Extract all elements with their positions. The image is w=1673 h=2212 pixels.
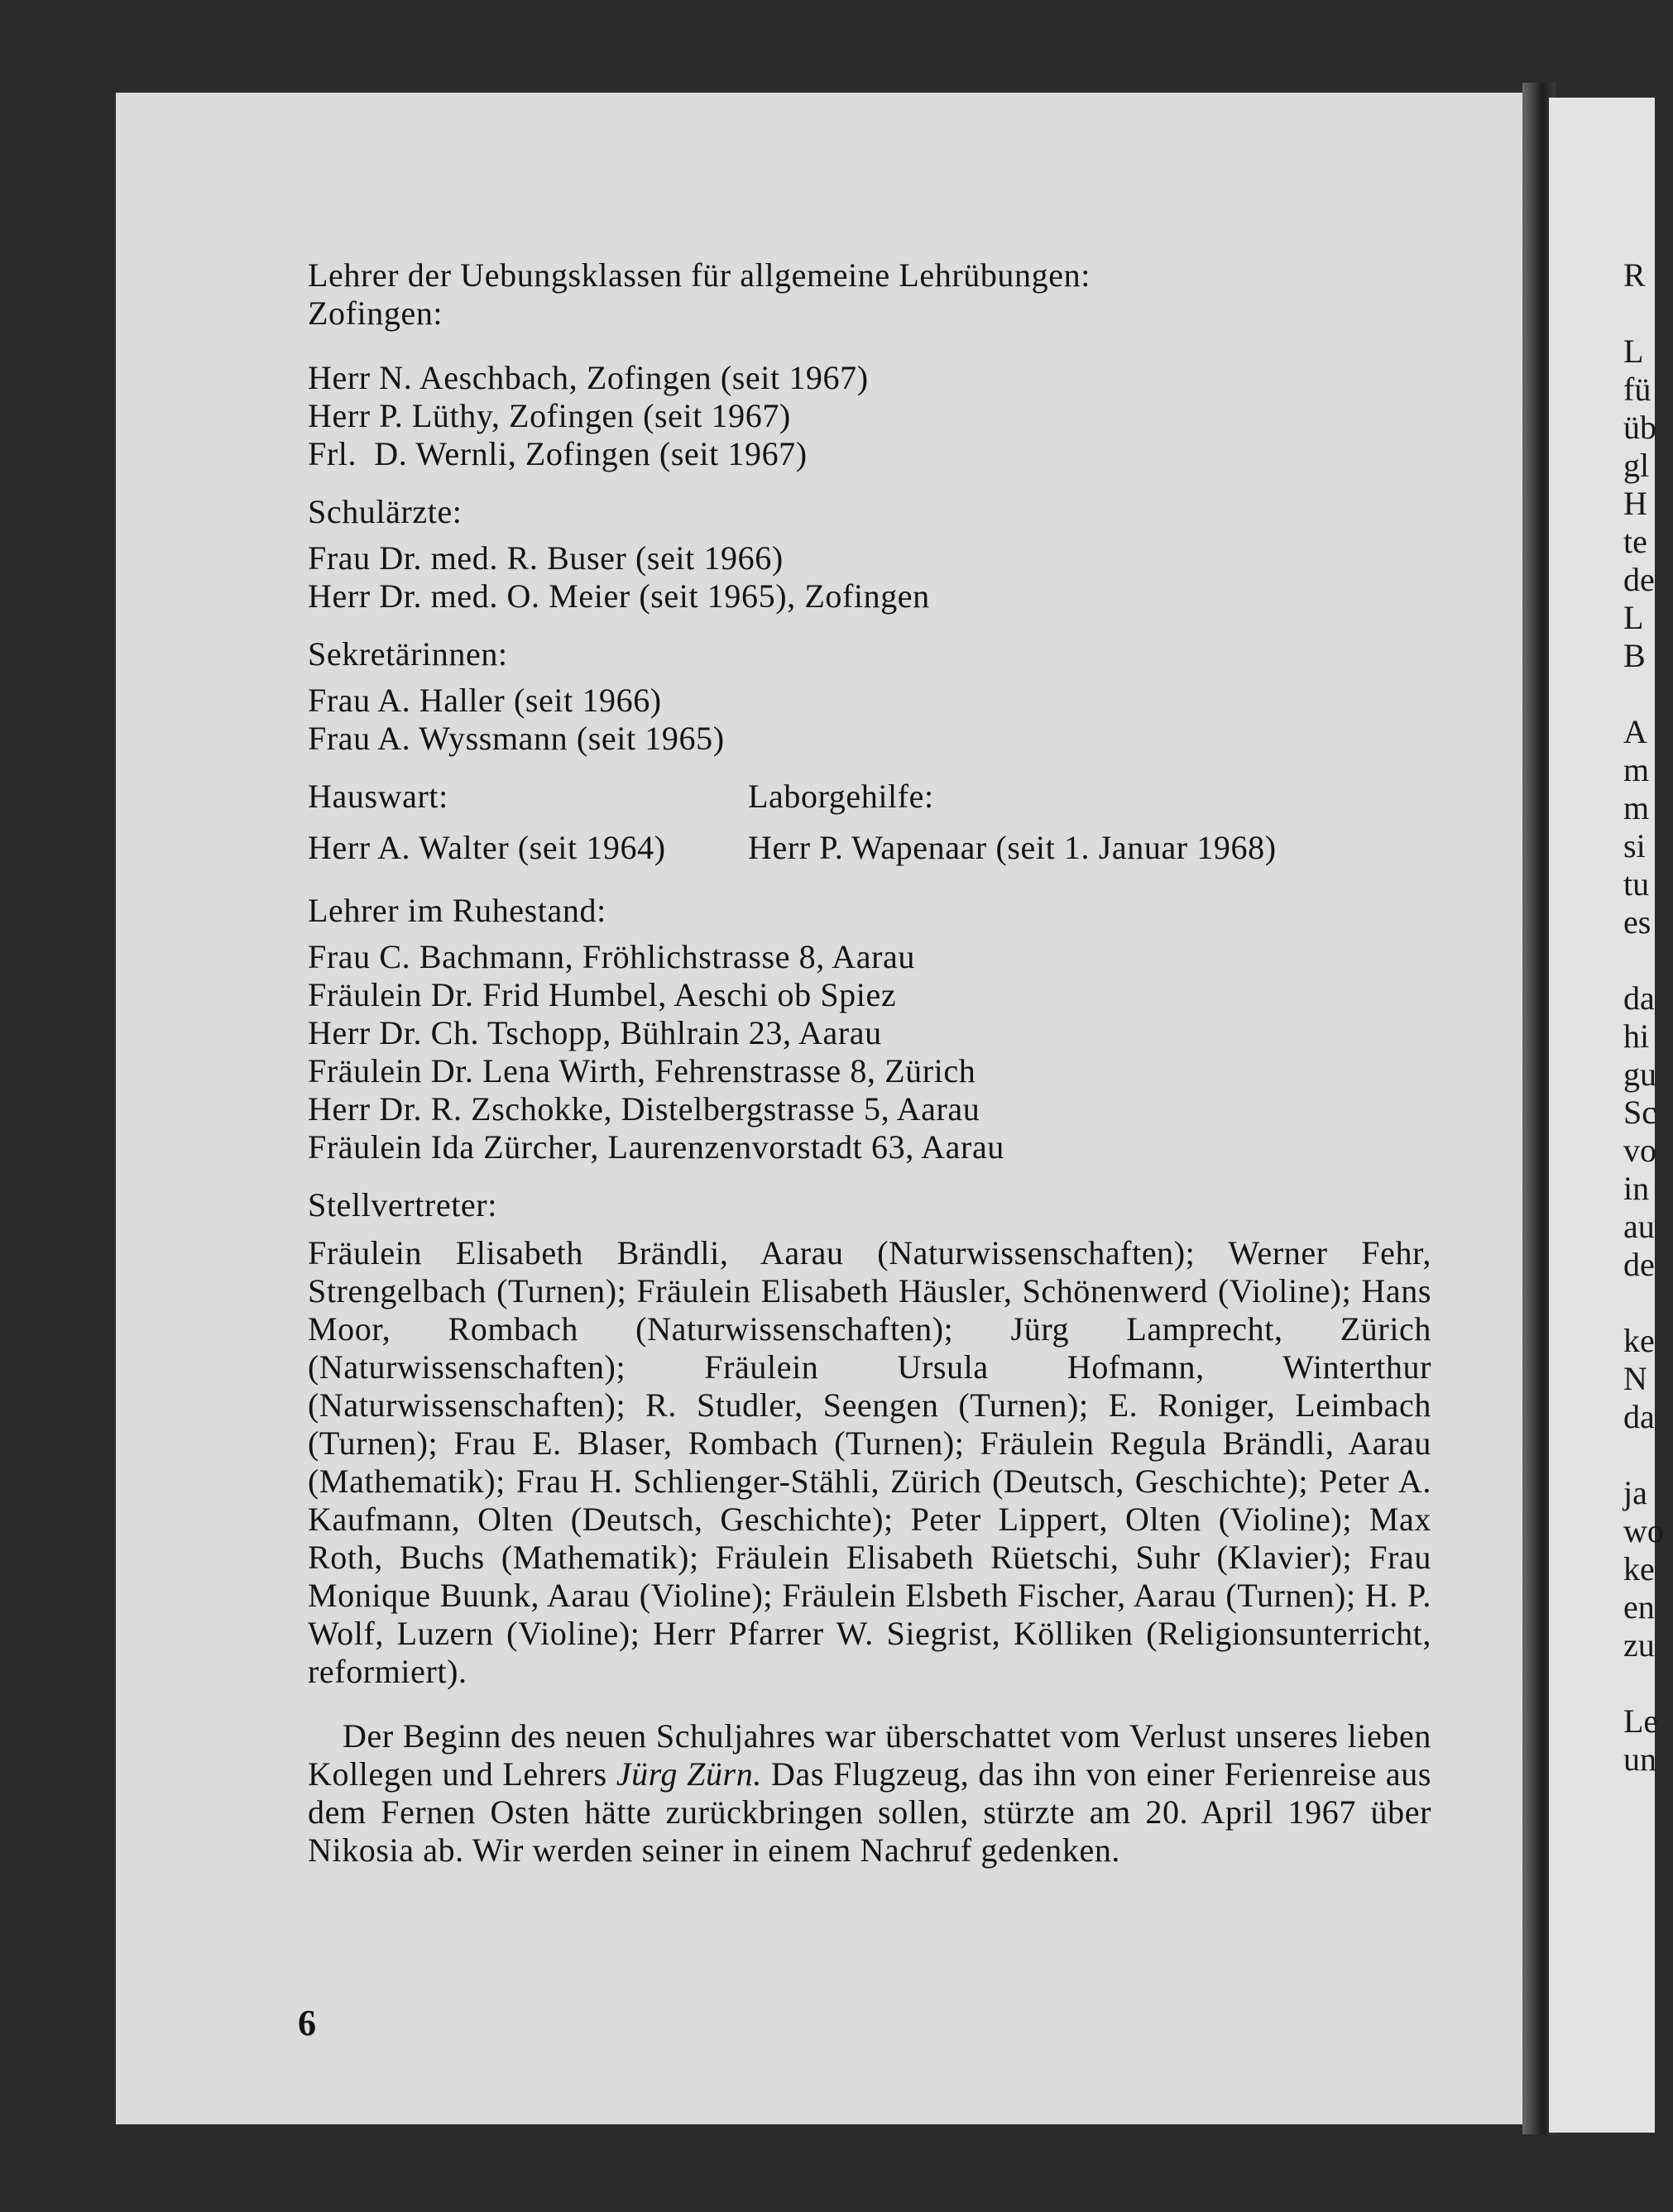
closing-text-after: Das Flugzeug, das ihn von einer Ferienreise aus dem Fernen Osten hätte zurückbringen sollen, stürzte am 20. April 1967 über Nikosia ab. Wir werden seiner in einem Nachruf gedenken. bbox=[308, 1755, 1431, 1869]
right-page-fragment: de bbox=[1623, 1246, 1655, 1283]
right-page-fragment: hi bbox=[1623, 1017, 1650, 1055]
right-page-fragment: üb bbox=[1623, 409, 1656, 446]
right-page-fragment: da bbox=[1623, 979, 1655, 1017]
right-page-fragment: un bbox=[1623, 1740, 1656, 1778]
right-page-text-fragments bbox=[1623, 256, 1673, 1779]
list-item: Herr Dr. R. Zschokke, Distelbergstrasse 5, Aarau bbox=[308, 1090, 980, 1128]
list-item: Herr Dr. med. O. Meier (seit 1965), Zofingen bbox=[308, 577, 930, 615]
page-number: 6 bbox=[298, 2003, 316, 2043]
right-page-fragment bbox=[1623, 1436, 1673, 1474]
right-page-fragment bbox=[1623, 675, 1673, 713]
closing-paragraph bbox=[308, 1717, 1431, 1870]
right-page-fragment: si bbox=[1623, 827, 1646, 864]
right-page-fragment: B bbox=[1623, 637, 1646, 674]
list-item: Fräulein Ida Zürcher, Laurenzenvorstadt 63, Aarau bbox=[308, 1128, 1004, 1166]
section-label-lab-assistant: Laborgehilfe: bbox=[748, 778, 934, 815]
right-page-fragment: R bbox=[1623, 256, 1646, 294]
right-page-fragment: te bbox=[1623, 523, 1647, 560]
section-label-secretaries: Sekretärinnen: bbox=[308, 635, 508, 673]
lab-assistant-name: Herr P. Wapenaar (seit 1. Januar 1968) bbox=[748, 829, 1277, 866]
school-doctor-list bbox=[308, 539, 1431, 615]
heading-line: Zofingen: bbox=[308, 294, 443, 332]
list-item: Frau A. Wyssmann (seit 1965) bbox=[308, 720, 725, 757]
right-page-fragment bbox=[1623, 941, 1673, 979]
section-label-retired: Lehrer im Ruhestand: bbox=[308, 892, 606, 929]
right-page-fragment: Sc bbox=[1623, 1094, 1656, 1131]
list-item: Fräulein Dr. Lena Wirth, Fehrenstrasse 8, Zürich bbox=[308, 1052, 976, 1089]
right-page-fragment: in bbox=[1623, 1170, 1650, 1207]
right-page-fragment: gl bbox=[1623, 447, 1650, 484]
zofingen-teacher-list bbox=[308, 359, 1431, 473]
list-item: Fräulein Dr. Frid Humbel, Aeschi ob Spiez bbox=[308, 976, 897, 1013]
right-page-fragment: m bbox=[1623, 751, 1650, 788]
right-page-fragment: H bbox=[1623, 485, 1647, 522]
right-page-fragment: de bbox=[1623, 561, 1655, 598]
right-page-fragment: en bbox=[1623, 1588, 1655, 1625]
right-page-fragment: ke bbox=[1623, 1322, 1655, 1359]
right-page-fragment: m bbox=[1623, 789, 1650, 826]
right-page-fragment: ja bbox=[1623, 1474, 1647, 1511]
right-page-fragment: ke bbox=[1623, 1550, 1655, 1587]
secretary-list bbox=[308, 682, 1431, 758]
right-page-fragment: Le bbox=[1623, 1702, 1659, 1740]
right-page-fragment: tu bbox=[1623, 865, 1650, 903]
right-page-fragment: gu bbox=[1623, 1056, 1656, 1093]
right-page-fragment: fü bbox=[1623, 371, 1651, 408]
section-label-school-doctors: Schulärzte: bbox=[308, 493, 463, 530]
list-item: Herr N. Aeschbach, Zofingen (seit 1967) bbox=[308, 359, 869, 396]
right-page-fragment: A bbox=[1623, 713, 1647, 750]
deceased-teacher-name: Jürg Zürn. bbox=[616, 1755, 762, 1793]
closing-text-before: Der Beginn des neuen Schuljahres war überschattet vom Verlust unseres lieben Kollegen und Lehrers bbox=[308, 1717, 1431, 1793]
list-item: Herr Dr. Ch. Tschopp, Bühlrain 23, Aarau bbox=[308, 1014, 882, 1051]
heading-line: Lehrer der Uebungsklassen für allgemeine Lehrübungen: bbox=[308, 256, 1091, 294]
left-page-content bbox=[308, 256, 1431, 1870]
list-item: Frau C. Bachmann, Fröhlichstrasse 8, Aarau bbox=[308, 938, 915, 975]
right-page-fragment bbox=[1623, 1284, 1673, 1322]
right-page-fragment: L bbox=[1623, 333, 1644, 370]
staff-two-column-block bbox=[308, 778, 1431, 892]
retired-teacher-list bbox=[308, 938, 1431, 1166]
janitor-name: Herr A. Walter (seit 1964) bbox=[308, 829, 666, 866]
lab-assistant-block bbox=[748, 778, 1277, 867]
right-page-fragment bbox=[1623, 294, 1673, 333]
right-page-fragment: N bbox=[1623, 1360, 1647, 1397]
list-item: Frau Dr. med. R. Buser (seit 1966) bbox=[308, 539, 784, 577]
list-item: Frl. D. Wernli, Zofingen (seit 1967) bbox=[308, 435, 808, 472]
right-page-fragment: wo bbox=[1623, 1512, 1664, 1549]
right-page-fragment: da bbox=[1623, 1398, 1655, 1435]
right-page-fragment: au bbox=[1623, 1208, 1655, 1245]
right-page-fragment: zu bbox=[1623, 1626, 1655, 1664]
right-page-fragment: es bbox=[1623, 903, 1651, 941]
section-label-janitor: Hauswart: bbox=[308, 778, 448, 815]
right-page-fragment: L bbox=[1623, 599, 1644, 636]
substitutes-paragraph: Fräulein Elisabeth Brändli, Aarau (Naturwissenschaften); Werner Fehr, Strengelbach (Turnen); Fräulein Elisabeth Häusler, Schönenwerd (Violine); Hans Moor, Rombach (Naturwissenschaften); Jürg Lamprecht, Zürich (Naturwissenschaften); Fräulein Ursula Hofmann, Winterthur (Naturwissenschaften); R. Studler, Seengen (Turnen); E. Roniger, Leimbach (Turnen); Frau E. Blaser, Rombach (Turnen); Fräulein Regula Brändli, Aarau (Mathematik); Frau H. Schlienger-Stähli, Zürich (Deutsch, Geschichte); Peter A. Kaufmann, Olten (Deutsch, Geschichte); Peter Lippert, Olten (Violine); Max Roth, Buchs (Mathematik); Fräulein Elisabeth Rüetschi, Suhr (Klavier); Frau Monique Buunk, Aarau (Violine); Fräulein Elsbeth Fischer, Aarau (Turnen); H. P. Wolf, Luzern (Violine); Herr Pfarrer W. Siegrist, Kölliken (Religionsunterricht, reformiert). bbox=[308, 1234, 1431, 1690]
list-item: Frau A. Haller (seit 1966) bbox=[308, 682, 662, 719]
right-page-fragment: vo bbox=[1623, 1132, 1656, 1169]
section-label-substitutes: Stellvertreter: bbox=[308, 1186, 497, 1223]
list-item: Herr P. Lüthy, Zofingen (seit 1967) bbox=[308, 397, 791, 434]
right-page-fragment bbox=[1623, 1664, 1673, 1702]
janitor-block bbox=[308, 778, 666, 867]
